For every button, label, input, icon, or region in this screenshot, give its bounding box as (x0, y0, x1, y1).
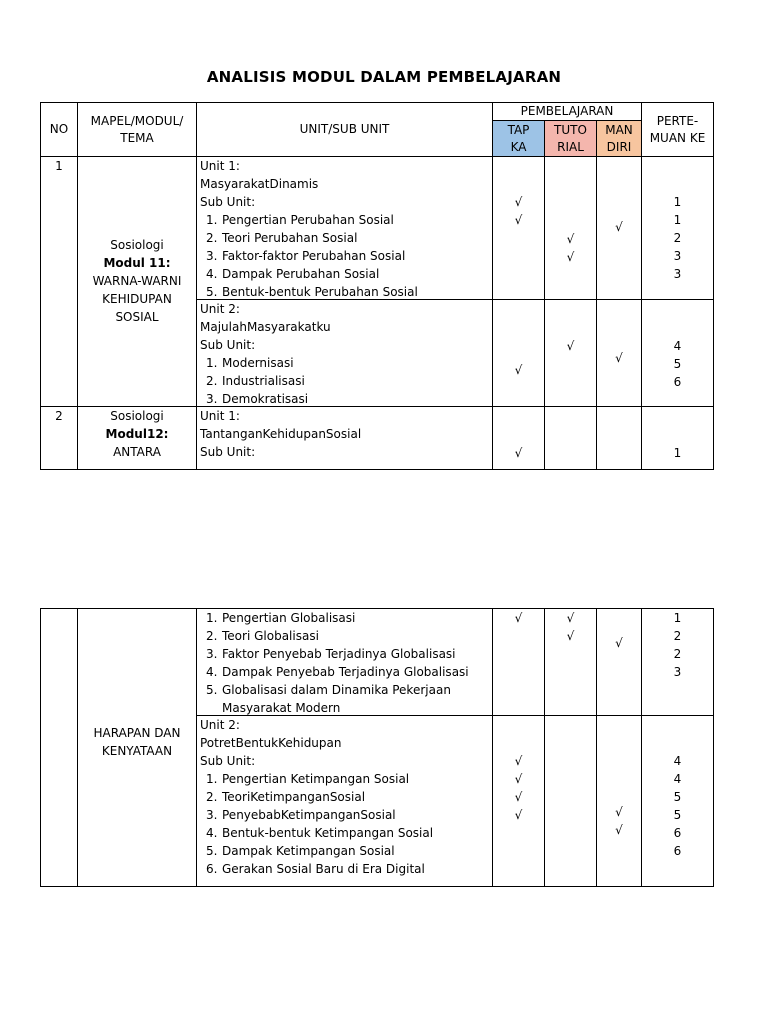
check-mark: √ (514, 363, 523, 377)
module-name: HARAPAN DAN KENYATAAN (93, 726, 181, 758)
row-number: 2 (55, 409, 63, 423)
subunit-item: 1. Modernisasi (206, 356, 294, 370)
subunit-item: 4. Bentuk-bentuk Ketimpangan Sosial (206, 826, 434, 840)
unit-2-subunits: Unit 2: MajulahMasyarakatku Sub Unit: 1. Modernisasi 2. Industrialisasi 3. Demokratisasi (200, 300, 490, 408)
check-mark: √ (514, 195, 523, 209)
subunit-item: 1. Pengertian Ketimpangan Sosial (206, 772, 410, 786)
subunit-item: 2. Teori Globalisasi (206, 629, 319, 643)
subunit-item: 5. Dampak Ketimpangan Sosial (206, 844, 395, 858)
mandiri-checks (597, 349, 641, 367)
tutorial-checks (545, 337, 596, 355)
check-mark: √ (514, 772, 523, 786)
subunit-item: 4. Dampak Penyebab Terjadinya Globalisasi (206, 665, 469, 679)
tapka-checks (493, 444, 544, 462)
check-mark: √ (514, 754, 523, 768)
subunit-item: 3. Demokratisasi (206, 392, 309, 406)
unit-2-subunits: Unit 2: PotretBentukKehidupan Sub Unit: 1. Pengertian Ketimpangan Sosial 2. TeoriKetimpanganSosial 3. PenyebabKetimpanganSosial 4. Bentuk-bentuk Ketimpangan Sosial 5. Dampak Ketimpangan Sosial 6. Gerakan Sosial Baru di Era Digital (200, 716, 490, 878)
unit-1-subunits: Unit 1: MasyarakatDinamis Sub Unit: 1. Pengertian Perubahan Sosial 2. Teori Perubahan Sosial 3. Faktor-faktor Perubahan Sosial 4. Dampak Perubahan Sosial 5. Bentuk-bentuk Perubahan Sosial (200, 157, 490, 301)
subunit-item: 3. Faktor-faktor Perubahan Sosial (206, 249, 406, 263)
subunit-item: 1. Pengertian Perubahan Sosial (206, 213, 394, 227)
check-mark: √ (514, 446, 523, 460)
subunit-item: 2. TeoriKetimpanganSosial (206, 790, 366, 804)
subunit-item: 3. PenyebabKetimpanganSosial (206, 808, 396, 822)
header-tapka: TAP KA (493, 121, 544, 156)
row-number: 1 (55, 159, 63, 173)
header-tutorial: TUTO RIAL (545, 121, 596, 156)
tapka-checks (493, 361, 544, 379)
check-mark: √ (566, 339, 575, 353)
check-mark: √ (566, 250, 575, 264)
header-mapel: MAPEL/MODUL/ TEMA (90, 113, 184, 145)
pertemuan-numbers: 1 2 2 3 (673, 611, 682, 679)
tapka-checks (493, 193, 544, 229)
check-mark: √ (615, 220, 623, 234)
subunit-item: 5. Globalisasi dalam Dinamika Pekerjaan (206, 683, 451, 697)
pertemuan-numbers: 1 1 2 3 3 (673, 195, 682, 281)
check-mark: √ (615, 823, 623, 837)
subunit-item: 5. Bentuk-bentuk Perubahan Sosial (206, 285, 418, 299)
check-mark: √ (514, 611, 523, 625)
subunit-item: 3. Faktor Penyebab Terjadinya Globalisasi (206, 647, 456, 661)
check-mark: √ (566, 629, 575, 643)
tutorial-checks (545, 230, 596, 266)
subunit-item: 6. Gerakan Sosial Baru di Era Digital (206, 862, 425, 876)
check-mark: √ (566, 232, 575, 246)
subunit-item: 2. Teori Perubahan Sosial (206, 231, 358, 245)
check-mark: √ (514, 213, 523, 227)
header-no: NO (49, 122, 69, 136)
mandiri-checks (597, 803, 641, 839)
document-title: ANALISIS MODUL DALAM PEMBELAJARAN (206, 68, 562, 86)
header-unit: UNIT/SUB UNIT (299, 122, 390, 136)
subunit-item: 4. Dampak Perubahan Sosial (206, 267, 380, 281)
pertemuan-numbers: 4 4 5 5 6 6 (673, 754, 682, 858)
tapka-checks (493, 752, 544, 824)
tutorial-checks (545, 609, 596, 645)
module-name: Sosiologi Modul12: ANTARA (105, 409, 169, 459)
header-pembelajaran: PEMBELAJARAN (520, 104, 614, 118)
pertemuan-numbers: 1 (673, 446, 682, 460)
check-mark: √ (514, 790, 523, 804)
header-pertemuan: PERTE- MUAN KE (649, 113, 706, 145)
mandiri-checks (597, 218, 641, 236)
unit-1-subunits: Unit 1: TantanganKehidupanSosial Sub Unit: (200, 409, 362, 459)
header-mandiri: MAN DIRI (597, 121, 641, 156)
mandiri-checks (597, 634, 641, 652)
subunit-item: 2. Industrialisasi (206, 374, 305, 388)
check-mark: √ (514, 808, 523, 822)
check-mark: √ (615, 351, 623, 365)
tapka-checks (493, 609, 544, 627)
check-mark: √ (615, 805, 623, 819)
subunit-item: Masyarakat Modern (222, 701, 341, 715)
subunit-item: 1. Pengertian Globalisasi (206, 611, 356, 625)
module-name: Sosiologi Modul 11: WARNA-WARNI KEHIDUPAN SOSIAL (92, 238, 182, 324)
globalisasi-subunits (200, 609, 490, 717)
check-mark: √ (566, 611, 575, 625)
pertemuan-numbers: 4 5 6 (673, 339, 682, 389)
check-mark: √ (615, 636, 623, 650)
